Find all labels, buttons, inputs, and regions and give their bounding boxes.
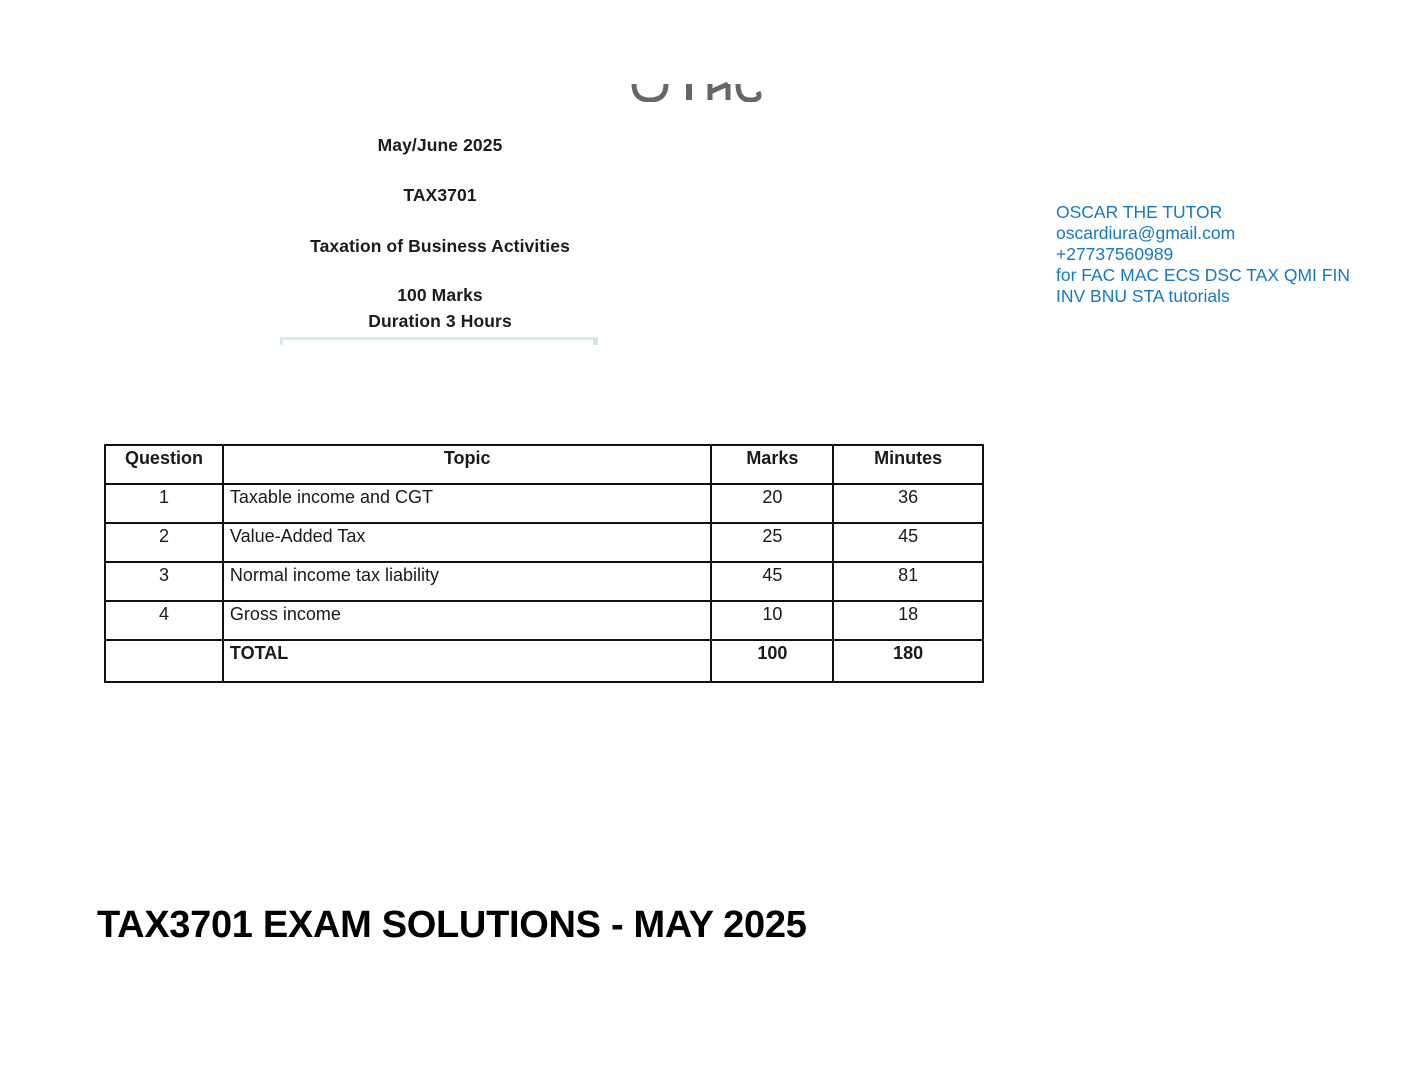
table-row [105, 562, 983, 601]
tutor-subjects-line-2: INV BNU STA tutorials [1056, 286, 1230, 306]
exam-duration: Duration 3 Hours [368, 311, 512, 331]
table-row [105, 484, 983, 523]
tutor-email[interactable]: oscardiura@gmail.com [1056, 223, 1236, 243]
total-question-cell [105, 640, 223, 682]
cell-question: 2 [105, 523, 223, 562]
tutor-name: OSCAR THE TUTOR [1056, 202, 1223, 222]
module-name: Taxation of Business Activities [310, 236, 570, 256]
solutions-title: TAX3701 EXAM SOLUTIONS - MAY 2025 [97, 904, 807, 946]
tutor-contact-block [1056, 202, 1401, 307]
module-code: TAX3701 [403, 185, 477, 205]
cell-minutes: 18 [833, 601, 983, 640]
total-marks: 100 Marks [397, 285, 483, 305]
header-topic: Topic [223, 445, 712, 484]
question-marks-table [104, 444, 984, 683]
cell-minutes: 36 [833, 484, 983, 523]
cell-marks: 45 [711, 562, 833, 601]
cell-topic: Normal income tax liability [223, 562, 712, 601]
cell-topic: Taxable income and CGT [223, 484, 712, 523]
cell-question: 4 [105, 601, 223, 640]
header-marks: Marks [711, 445, 833, 484]
table-row [105, 601, 983, 640]
tutor-phone[interactable]: +27737560989 [1056, 244, 1174, 264]
cropped-logo-fragment [628, 70, 764, 102]
cell-marks: 10 [711, 601, 833, 640]
cell-topic: Gross income [223, 601, 712, 640]
table-header-row [105, 445, 983, 484]
cell-marks: 20 [711, 484, 833, 523]
tutor-subjects-line-1: for FAC MAC ECS DSC TAX QMI FIN [1056, 265, 1350, 285]
total-marks-cell: 100 [711, 640, 833, 682]
logo-fragment-icon [628, 70, 764, 102]
table-row [105, 523, 983, 562]
cover-divider [280, 337, 598, 345]
header-minutes: Minutes [833, 445, 983, 484]
cell-minutes: 45 [833, 523, 983, 562]
cell-question: 3 [105, 562, 223, 601]
exam-session: May/June 2025 [377, 135, 503, 155]
cell-question: 1 [105, 484, 223, 523]
cell-marks: 25 [711, 523, 833, 562]
total-minutes-cell: 180 [833, 640, 983, 682]
header-question: Question [105, 445, 223, 484]
cell-topic: Value-Added Tax [223, 523, 712, 562]
table-total-row [105, 640, 983, 682]
cell-minutes: 81 [833, 562, 983, 601]
total-label: TOTAL [223, 640, 712, 682]
